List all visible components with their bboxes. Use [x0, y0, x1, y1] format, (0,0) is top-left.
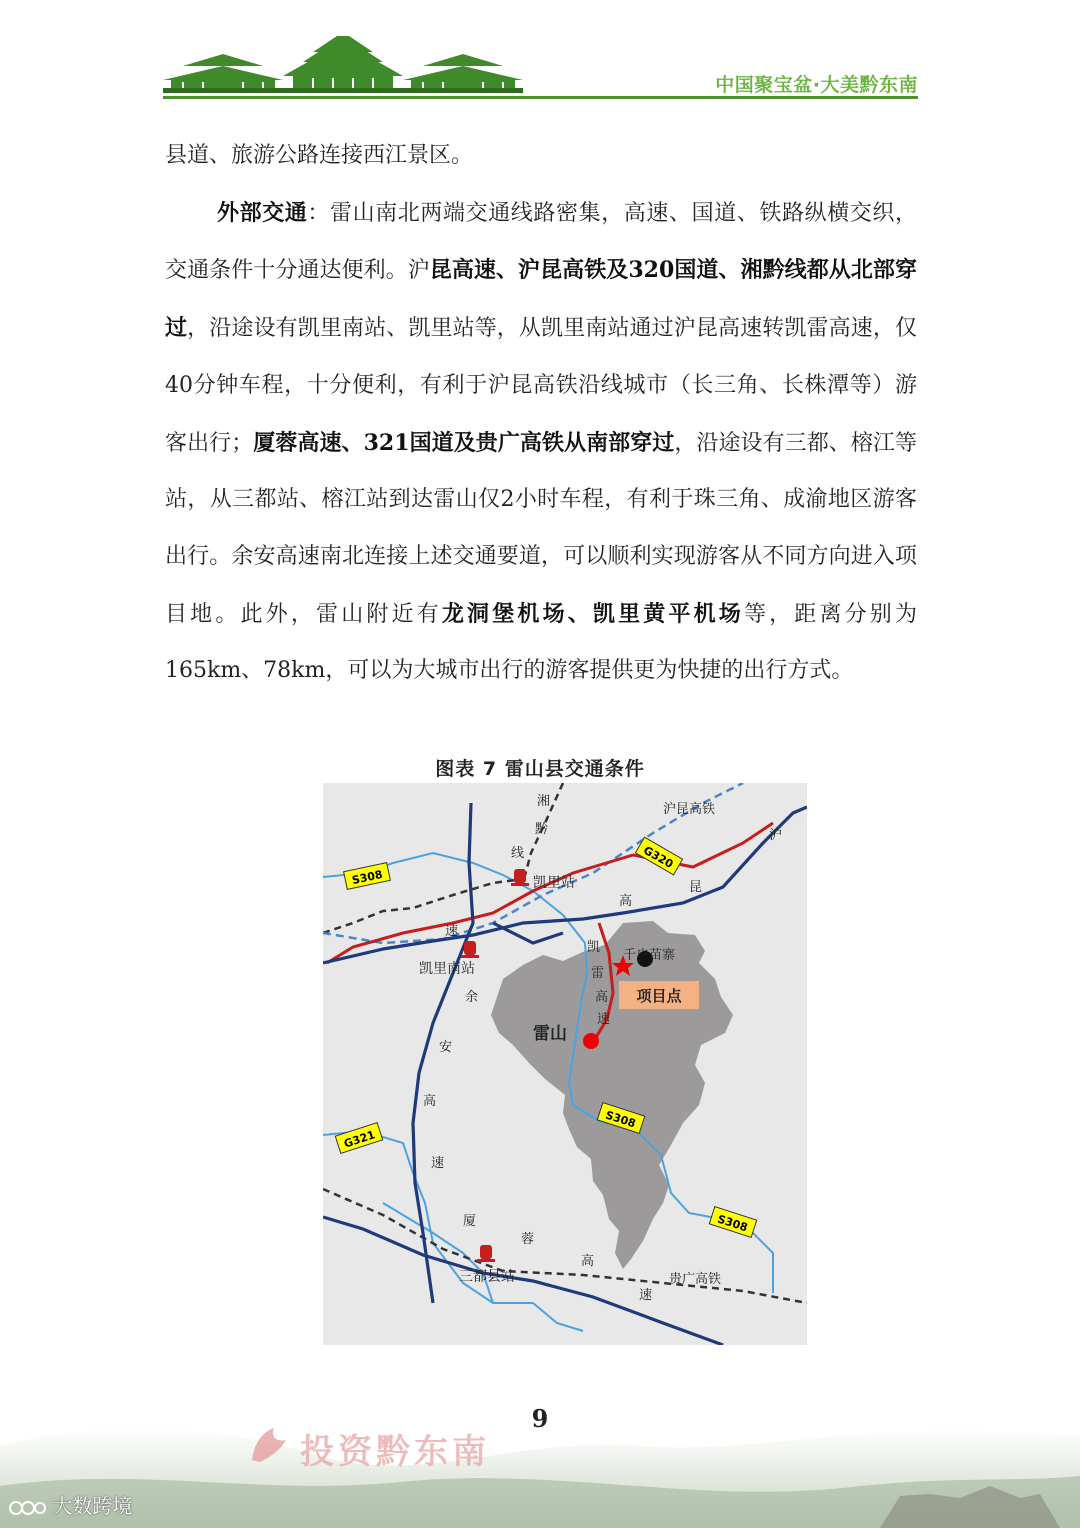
svg-text:G321: G321: [342, 1128, 377, 1151]
paragraph-continuation: 县道、旅游公路连接西江景区。: [165, 143, 474, 168]
body-text: [165, 128, 917, 700]
bold-lead: 外部交通: [217, 199, 308, 226]
svg-text:安: 安: [439, 1040, 453, 1055]
svg-text:沪昆高铁: 沪昆高铁: [663, 802, 716, 817]
figure-caption: 图表 7 雷山县交通条件: [435, 758, 645, 780]
svg-text:高: 高: [423, 1094, 437, 1109]
watermark-logo-icon: [8, 1497, 46, 1519]
header-divider: [163, 96, 918, 99]
header-slogan: 中国聚宝盆·大美黔东南: [715, 74, 918, 96]
svg-text:厦: 厦: [463, 1214, 477, 1229]
svg-text:速: 速: [639, 1288, 653, 1303]
drum-tower-header-illustration: [163, 36, 523, 98]
svg-text:高: 高: [581, 1254, 595, 1269]
svg-text:高: 高: [619, 894, 633, 909]
page-number: 9: [531, 1404, 549, 1433]
svg-text:凯里南站: 凯里南站: [419, 961, 475, 977]
svg-text:沪: 沪: [769, 828, 783, 843]
transport-map: [323, 783, 807, 1345]
watermark: [8, 1490, 132, 1519]
svg-text:三都县站: 三都县站: [459, 1269, 515, 1285]
svg-text:S308: S308: [350, 867, 384, 888]
leishan-point: [583, 1033, 599, 1049]
svg-text:雷山: 雷山: [533, 1024, 567, 1044]
svg-text:余: 余: [465, 990, 479, 1005]
svg-text:凯: 凯: [587, 940, 601, 955]
svg-text:速: 速: [431, 1156, 445, 1171]
svg-text:凯里站: 凯里站: [533, 875, 575, 891]
svg-text:黔: 黔: [535, 822, 549, 837]
svg-text:线: 线: [511, 846, 525, 861]
svg-text:昆: 昆: [689, 880, 703, 895]
svg-text:S308: S308: [603, 1108, 638, 1131]
svg-text:千户苗寨: 千户苗寨: [623, 948, 676, 963]
svg-text:蓉: 蓉: [521, 1232, 535, 1247]
footer-brand-text: 投资黔东南: [300, 1432, 490, 1472]
watermark-text: 大数跨境: [52, 1494, 133, 1518]
svg-text:高: 高: [595, 990, 609, 1005]
svg-text:速: 速: [597, 1012, 611, 1027]
svg-text:速: 速: [445, 924, 459, 939]
paragraph-external-transport: 外部交通：雷山南北两端交通线路密集，高速、国道、铁路纵横交织，交通条件十分通达便利。沪昆高速、沪昆高铁及320国道、湘黔线都从北部穿过，沿途设有凯里南站、凯里站等，从凯里南站通过沪昆高速转凯雷高速，仅40分钟车程，十分便利，有利于沪昆高铁沿线城市（长三角、长株潭等）游客出行；厦蓉高速、321国道及贵广高铁从南部穿过，沿途设有三都、榕江等站，从三都站、榕江站到达雷山仅2小时车程，有利于珠三角、成渝地区游客出行。余安高速南北连接上述交通要道，可以顺利实现游客从不同方向进入项目地。此外，雷山附近有龙洞堡机场、凯里黄平机场等，距离分别为165km、78km，可以为大城市出行的游客提供更为快捷的出行方式。: [165, 199, 917, 684]
svg-text:贵广高铁: 贵广高铁: [669, 1272, 722, 1287]
svg-text:S308: S308: [715, 1212, 750, 1235]
svg-text:湘: 湘: [537, 794, 551, 809]
svg-text:项目点: 项目点: [636, 987, 682, 1005]
svg-text:G320: G320: [641, 843, 676, 871]
svg-text:雷: 雷: [591, 966, 605, 981]
